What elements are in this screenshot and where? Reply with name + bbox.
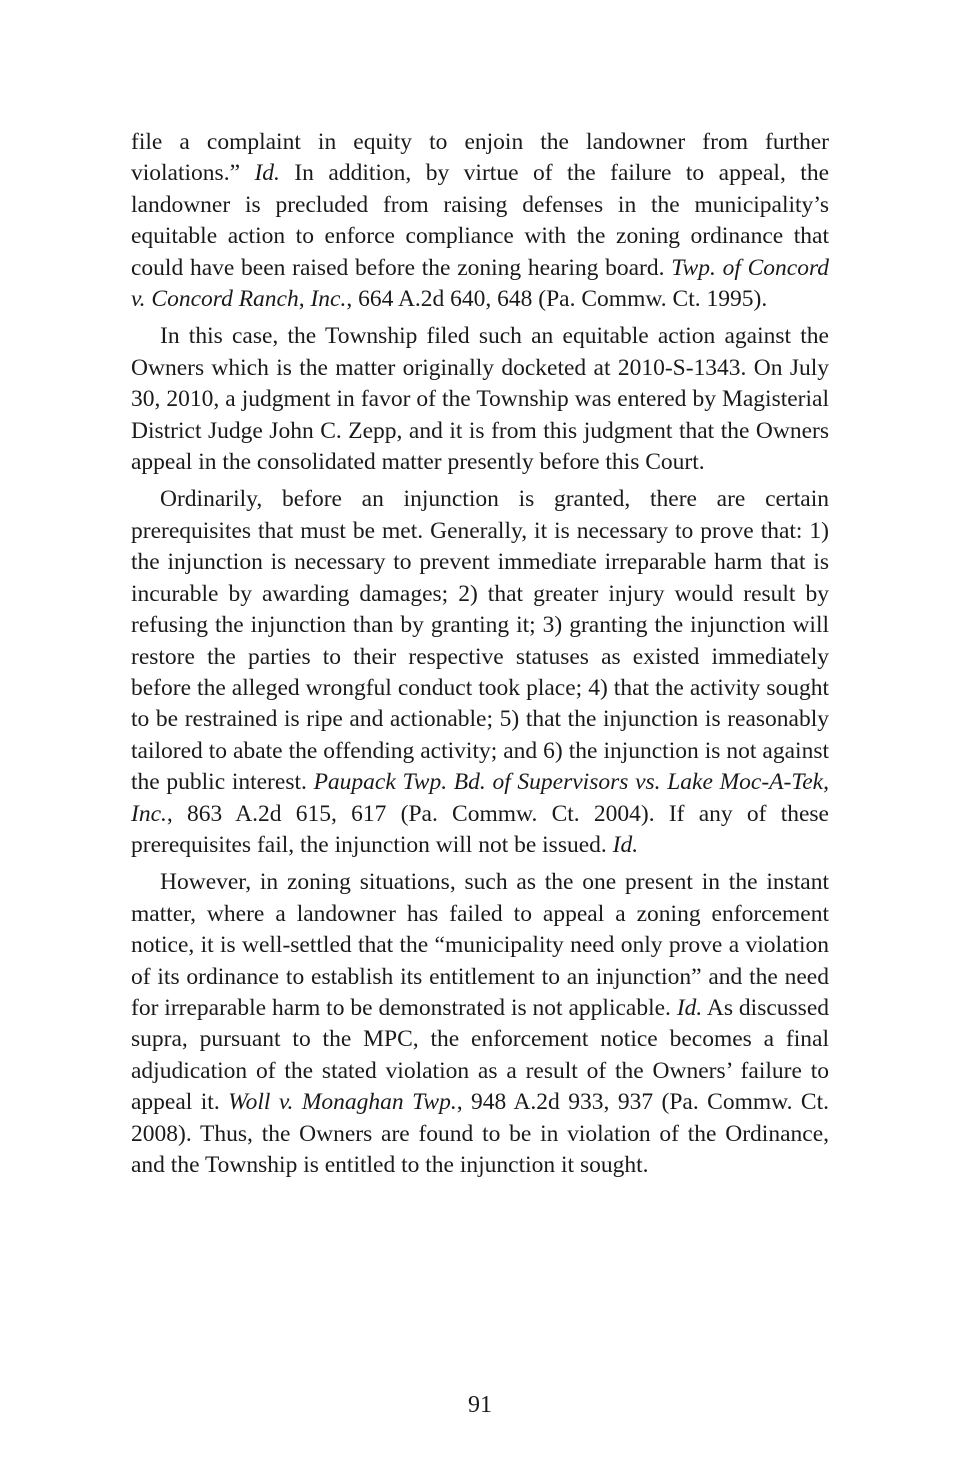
- case-citation-id: Id.: [676, 994, 703, 1021]
- text-run: , 664 A.2d 640, 648 (Pa. Commw. Ct. 1995).: [346, 286, 768, 313]
- paragraph-2: [131, 321, 829, 478]
- paragraph-4: [131, 867, 829, 1181]
- text-run: In addition, by virtue of the failure to appeal, the landowner is precluded from raising defenses in the municipality’s equitable action to enforce compliance with the zoning ordinance that could have been raised before the zoning hearing board.: [131, 160, 829, 281]
- case-citation-id: Id.: [612, 831, 639, 858]
- case-citation-id: Id.: [254, 160, 280, 187]
- text-run: , 863 A.2d 615, 617 (Pa. Commw. Ct. 2004). If any of these prerequisites fail, the injunction will not be issued.: [131, 800, 829, 858]
- text-run: file a complaint in equity to enjoin the landowner from further violations.”: [131, 129, 829, 187]
- text-run: In this case, the Township filed such an equitable action against the Owners which is the matter originally docketed at 2010-S-1343. On July 30, 2010, a judgment in favor of the Township was entered by Magisterial District Judge John C. Zepp, and it is from this judgment that the Owners appeal in the consolidated matter presently before this Court.: [131, 323, 829, 476]
- text-run: However, in zoning situations, such as the one present in the instant matter, where a landowner has failed to appeal a zoning enforcement notice, it is well-settled that the “municipality need only prove a violation of its ordinance to establish its entitlement to an injunction” and the need for irreparable harm to be demonstrated is not applicable.: [131, 869, 829, 1021]
- text-run: As discussed supra, pursuant to the MPC, the enforcement notice becomes a final adjudication of the stated violation as a result of the Owners’ failure to appeal it.: [131, 994, 829, 1116]
- case-citation-woll: Woll v. Monaghan Twp.: [228, 1089, 457, 1116]
- case-citation-concord: Twp. of Concord v. Concord Ranch, Inc.: [131, 254, 829, 313]
- paragraph-3: [131, 484, 829, 861]
- case-citation-paupack: Paupack Twp. Bd. of Supervisors vs. Lake Moc-A-Tek, Inc.: [131, 769, 829, 827]
- text-run: Ordinarily, before an injunction is granted, there are certain prerequisites that must be met. Generally, it is necessary to prove that: 1) the injunction is necessary to prevent immediate irreparable harm that is incurable by awarding damages; 2) that greater injury would result by refusing the injunction than by granting it; 3) granting the injunction will restore the parties to their respective statuses as existed immediately before the alleged wrongful conduct took place; 4) that the activity sought to be restrained is ripe and actionable; 5) that the injunction is reasonably tailored to abate the offending activity; and 6) the injunction is not against the public interest.: [131, 486, 829, 796]
- text-run: , 948 A.2d 933, 937 (Pa. Commw. Ct. 2008). Thus, the Owners are found to be in violation of the Ordinance, and the Township is entitled to the injunction it sought.: [131, 1089, 829, 1178]
- body-text: [131, 127, 829, 1187]
- page-number: 91: [468, 1392, 492, 1418]
- paragraph-1: [131, 127, 829, 315]
